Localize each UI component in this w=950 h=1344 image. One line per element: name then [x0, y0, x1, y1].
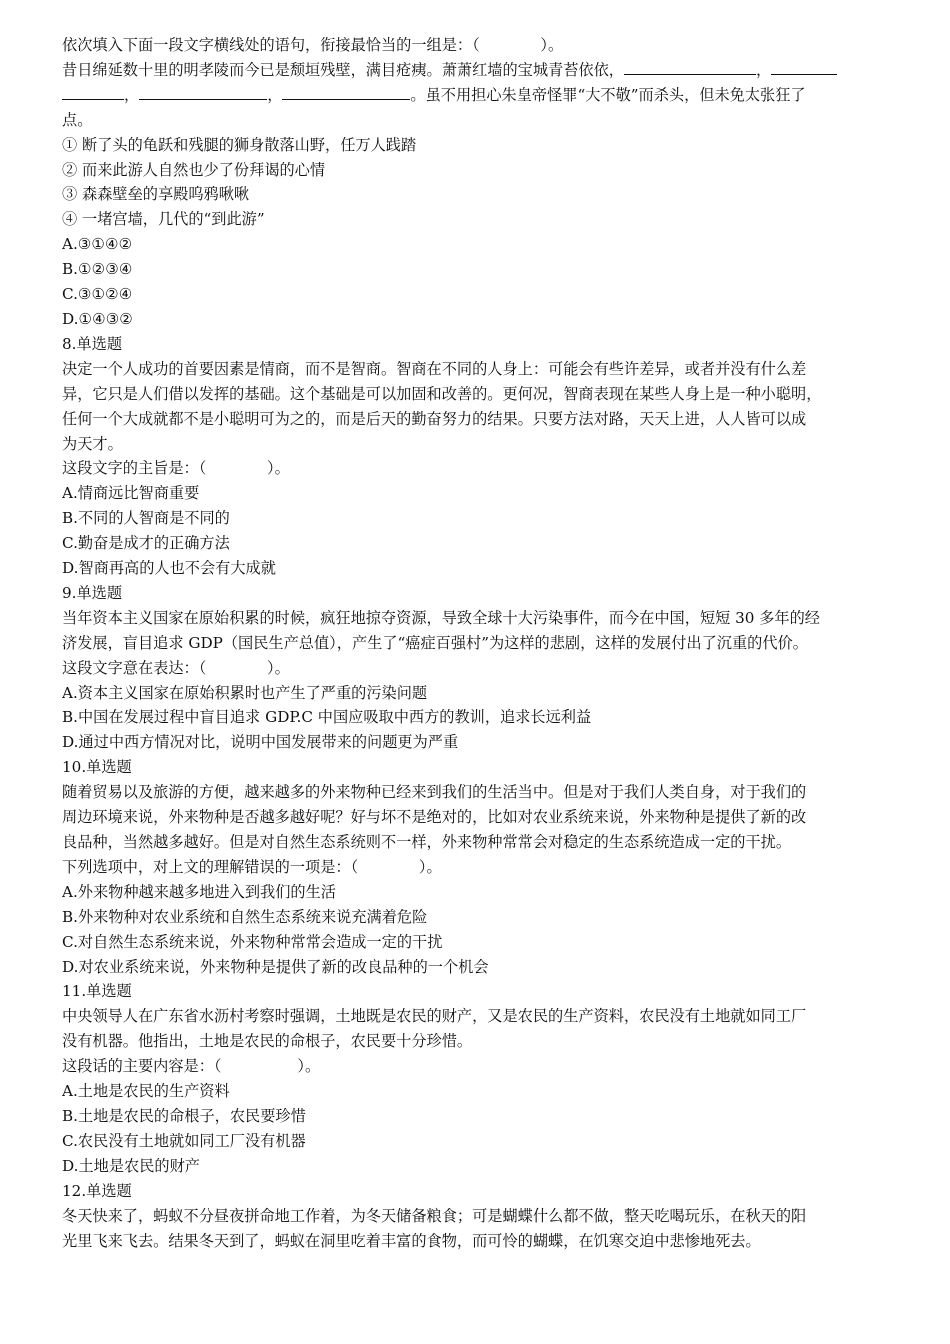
- q9-option-a: A.资本主义国家在原始积累时也产生了严重的污染问题: [62, 683, 428, 702]
- q7-passage-line-3: 点。: [62, 110, 93, 129]
- q10-option-b: B.外来物种对农业系统和自然生态系统来说充满着危险: [62, 907, 428, 926]
- q11-passage-line: 中央领导人在广东省水沥村考察时强调，土地既是农民的财产，又是农民的生产资料，农民没有土地就如同工厂: [62, 1007, 807, 1026]
- q11-prompt: 这段话的主要内容是：（ ）。: [62, 1057, 321, 1076]
- q8-passage-line: 决定一个人成功的首要因素是情商，而不是智商。智商在不同的人身上：可能会有些许差异，或者并没有什么差: [62, 359, 807, 378]
- q7-separator-3: ，: [267, 85, 283, 104]
- answer-blank-2-end: [62, 83, 124, 100]
- q7-option-a: A.③①④②: [62, 235, 133, 254]
- q12-passage-line: 光里飞来飞去。结果冬天到了，蚂蚁在洞里吃着丰富的食物，而可怜的蝴蝶，在饥寒交迫中悲惨地死去。: [62, 1231, 761, 1250]
- q10-option-d: D.对农业系统来说，外来物种是提供了新的改良品种的一个机会: [62, 957, 489, 976]
- q12-passage-line: 冬天快来了，蚂蚁不分昼夜拼命地工作着，为冬天储备粮食；可是蝴蝶什么都不做，整天吃喝玩乐，在秋天的阳: [62, 1206, 807, 1225]
- q7-separator-1: ，: [755, 60, 772, 79]
- q9-header: 9.单选题: [62, 583, 123, 602]
- q10-passage-line: 周边环境来说，外来物种是否越多越好呢？好与坏不是绝对的，比如对农业系统来说，外来物种是提供了新的改: [62, 808, 807, 827]
- q11-option-c: C.农民没有土地就如同工厂没有机器: [62, 1131, 306, 1150]
- q7-statement: ④ 一堵宫墙，几代的“到此游”: [62, 210, 265, 229]
- q8-option-d: D.智商再高的人也不会有大成就: [62, 559, 276, 578]
- q11-option-a: A.土地是农民的生产资料: [62, 1082, 230, 1101]
- q7-option-d: D.①④③②: [62, 309, 133, 328]
- q8-option-b: B.不同的人智商是不同的: [62, 509, 230, 528]
- q8-passage-line: 任何一个大成就都不是小聪明可为之的，而是后天的勤奋努力的结果。只要方法对路，天天上进，人人皆可以成: [62, 409, 807, 428]
- q10-option-c: C.对自然生态系统来说，外来物种常常会造成一定的干扰: [62, 932, 443, 951]
- q9-option-d: D.通过中西方情况对比，说明中国发展带来的问题更为严重: [62, 733, 459, 752]
- q7-passage-line-1: [62, 58, 890, 83]
- q8-passage-line: 为天才。: [62, 434, 123, 453]
- answer-blank-3: [139, 83, 267, 100]
- q7-statement: ③ 森森壁垒的享殿呜鸦啾啾: [62, 185, 250, 204]
- q7-option-c: C.③①②④: [62, 285, 133, 304]
- q8-option-c: C.勤奋是成才的正确方法: [62, 534, 230, 553]
- q8-prompt: 这段文字的主旨是：（ ）。: [62, 459, 290, 478]
- q11-option-d: D.土地是农民的财产: [62, 1156, 200, 1175]
- q8-header: 8.单选题: [62, 334, 123, 353]
- q7-statement: ① 断了头的龟跃和残腿的狮身散落山野，任万人践踏: [62, 135, 417, 154]
- q8-option-a: A.情商远比智商重要: [62, 484, 200, 503]
- q9-passage-line: 当年资本主义国家在原始积累的时候，疯狂地掠夺资源，导致全球十大污染事件，而今在中国，短短 30 多年的经: [62, 608, 820, 627]
- q10-header: 10.单选题: [62, 758, 132, 777]
- q7-passage-part2: 。虽不用担心朱皇帝怪罪“大不敬”而杀头，但未免太张狂了: [410, 85, 806, 104]
- q7-passage-line-2: [62, 83, 890, 108]
- q7-statement: ② 而来此游人自然也少了份拜谒的心情: [62, 160, 326, 179]
- q10-passage-line: 随着贸易以及旅游的方便，越来越多的外来物种已经来到我们的生活当中。但是对于我们人类自身，对于我们的: [62, 783, 807, 802]
- q7-option-b: B.①②③④: [62, 260, 133, 279]
- q12-header: 12.单选题: [62, 1181, 132, 1200]
- q9-prompt: 这段文字意在表达：（ ）。: [62, 658, 290, 677]
- q9-option-b-c: B.中国在发展过程中盲目追求 GDP.C 中国应吸取中西方的教训，追求长远利益: [62, 708, 592, 727]
- q11-header: 11.单选题: [62, 982, 132, 1001]
- q10-option-a: A.外来物种越来越多地进入到我们的生活: [62, 882, 336, 901]
- q8-passage-line: 异，它只是人们借以发挥的基础。这个基础是可以加固和改善的。更何况，智商表现在某些人身上是一种小聪明，: [62, 384, 822, 403]
- answer-blank-4: [282, 83, 410, 100]
- q9-passage-line: 济发展，盲目追求 GDP（国民生产总值），产生了“癌症百强村”为这样的悲剧，这样的发展付出了沉重的代价。: [62, 633, 808, 652]
- q7-separator-2: ，: [124, 85, 140, 104]
- q10-prompt: 下列选项中，对上文的理解错误的一项是：（ ）。: [62, 857, 442, 876]
- q11-passage-line: 没有机器。他指出，土地是农民的命根子，农民要十分珍惜。: [62, 1032, 473, 1051]
- answer-blank-2-start: [771, 58, 837, 75]
- answer-blank-1: [624, 58, 756, 75]
- q11-option-b: B.土地是农民的命根子，农民要珍惜: [62, 1106, 306, 1125]
- q7-prompt: 依次填入下面一段文字横线处的语句，衔接最恰当的一组是：（ ）。: [62, 36, 564, 54]
- q7-passage-part1: 昔日绵延数十里的明孝陵而今已是颓垣残壁，满目疮痍。萧萧红墙的宝城青苔依依，: [62, 60, 624, 79]
- q10-passage-line: 良品种，当然越多越好。但是对自然生态系统则不一样，外来物种常常会对稳定的生态系统造成一定的干扰。: [62, 833, 791, 851]
